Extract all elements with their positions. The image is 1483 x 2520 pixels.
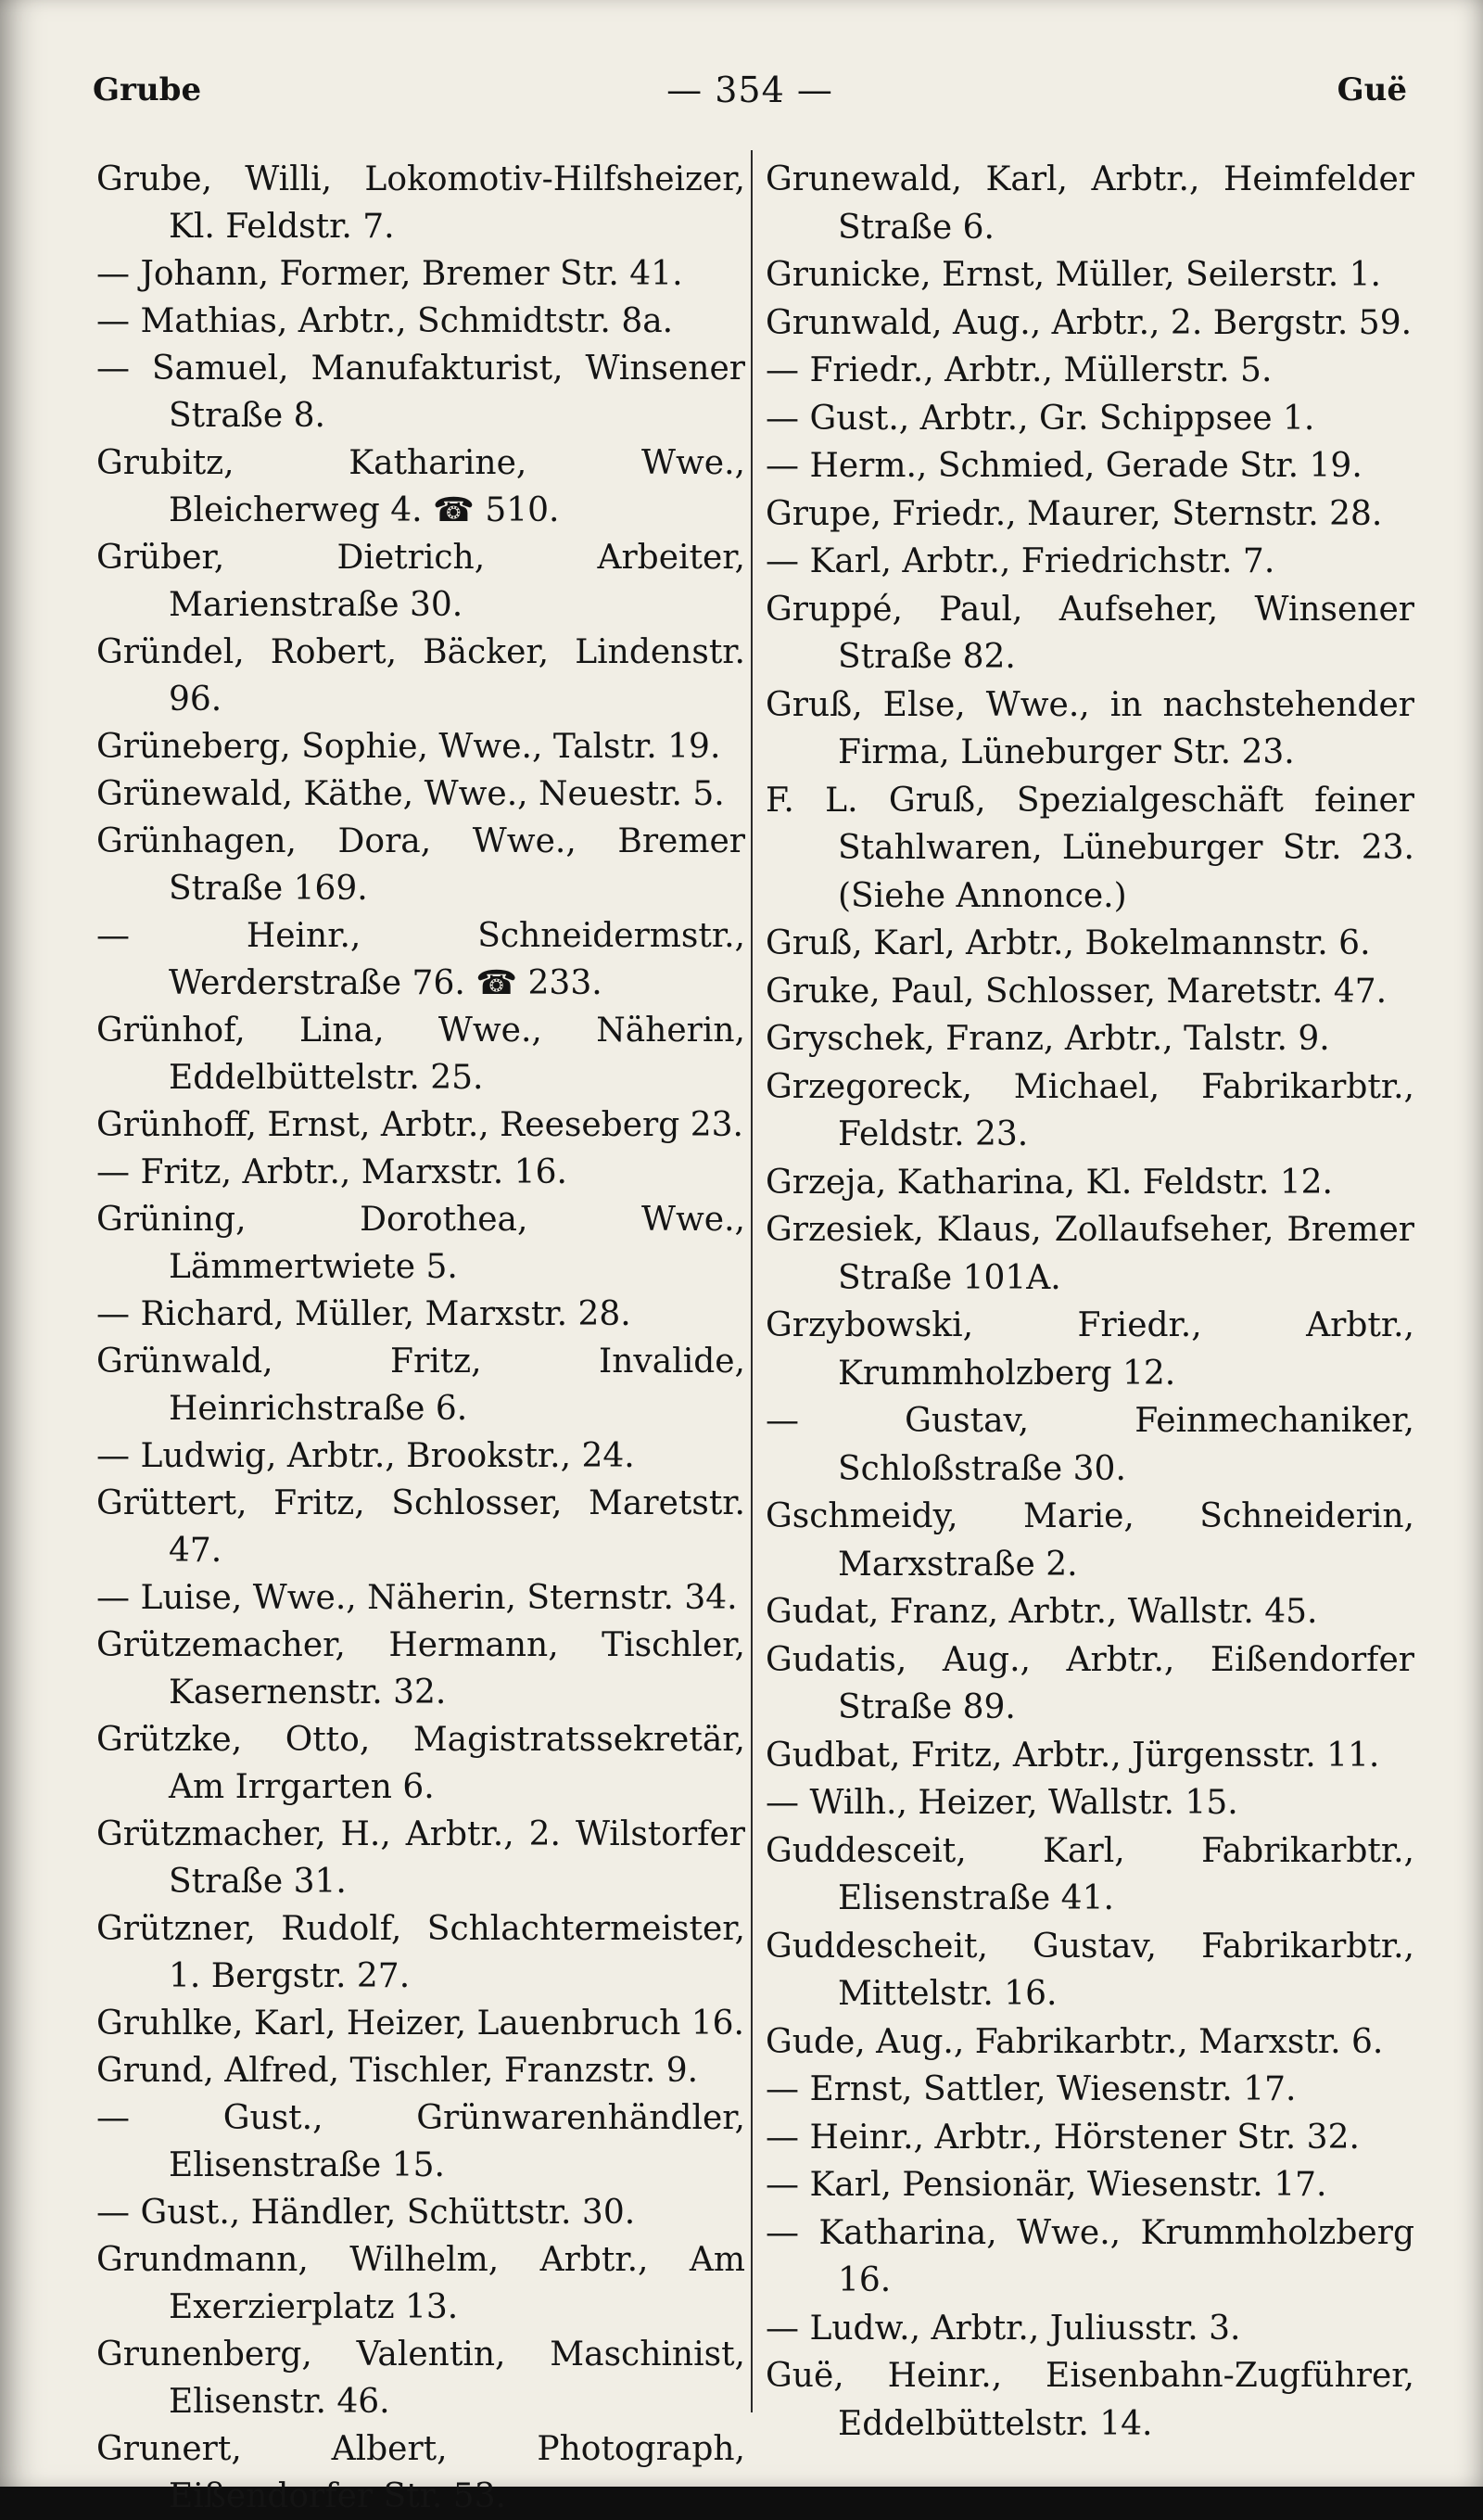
directory-entry: — Karl, Arbtr., Friedrichstr. 7.	[766, 542, 1275, 580]
directory-entry: Grundmann, Wilhelm, Arbtr., Am Exerzierplatz 13.	[96, 2241, 745, 2326]
directory-entry: Grünhoff, Ernst, Arbtr., Reeseberg 23.	[96, 1106, 743, 1144]
directory-entry: Gudatis, Aug., Arbtr., Eißendorfer Straße 89.	[766, 1640, 1414, 1726]
directory-entry: — Ernst, Sattler, Wiesenstr. 17.	[766, 2070, 1297, 2108]
directory-entry: Grzesiek, Klaus, Zollaufseher, Bremer Straße 101A.	[766, 1211, 1414, 1297]
directory-entry: Gruke, Paul, Schlosser, Maretstr. 47.	[766, 972, 1388, 1011]
directory-entry: Grube, Willi, Lokomotiv-Hilfsheizer, Kl. Feldstr. 7.	[96, 160, 745, 246]
directory-entry: Grützmacher, H., Arbtr., 2. Wilstorfer Straße 31.	[96, 1815, 745, 1901]
left-column	[96, 156, 745, 2515]
directory-entry: Grünwald, Fritz, Invalide, Heinrichstraße 6.	[96, 1343, 745, 1428]
directory-entry: Grunenberg, Valentin, Maschinist, Elisenstr. 46.	[96, 2335, 745, 2421]
directory-entry: Grünhagen, Dora, Wwe., Bremer Straße 169.	[96, 822, 745, 908]
directory-entry: Grunwald, Aug., Arbtr., 2. Bergstr. 59.	[766, 303, 1413, 342]
directory-entry: — Ludwig, Arbtr., Brookstr., 24.	[96, 1437, 635, 1475]
directory-entry: Gruhlke, Karl, Heizer, Lauenbruch 16.	[96, 2005, 744, 2043]
directory-entry: Gschmeidy, Marie, Schneiderin, Marxstraße 2.	[766, 1497, 1414, 1584]
directory-entry: — Mathias, Arbtr., Schmidtstr. 8a.	[96, 302, 674, 340]
directory-entry: Grüttert, Fritz, Schlosser, Maretstr. 47.	[96, 1484, 745, 1570]
directory-entry: Grunicke, Ernst, Müller, Seilerstr. 1.	[766, 256, 1381, 294]
directory-entry: Gryschek, Franz, Arbtr., Talstr. 9.	[766, 1020, 1330, 1058]
directory-entry: Grzybowski, Friedr., Arbtr., Krummholzberg 12.	[766, 1306, 1414, 1393]
directory-entry: Grünewald, Käthe, Wwe., Neuestr. 5.	[96, 775, 725, 813]
directory-entry: Grüber, Dietrich, Arbeiter, Marienstraße 30.	[96, 539, 745, 624]
directory-entry: Grund, Alfred, Tischler, Franzstr. 9.	[96, 2052, 699, 2090]
directory-entry: Gruß, Else, Wwe., in nachstehender Firma, Lüneburger Str. 23.	[766, 685, 1414, 771]
directory-entry: Grützke, Otto, Magistratssekretär, Am Irrgarten 6.	[96, 1721, 745, 1806]
directory-entry: Grupe, Friedr., Maurer, Sternstr. 28.	[766, 494, 1383, 533]
directory-entry: Grützner, Rudolf, Schlachtermeister, 1. Bergstr. 27.	[96, 1910, 745, 1995]
directory-entry: Gruß, Karl, Arbtr., Bokelmannstr. 6.	[766, 924, 1371, 962]
page-number: — 354 —	[666, 70, 833, 110]
directory-entry: — Heinr., Arbtr., Hörstener Str. 32.	[766, 2118, 1360, 2157]
directory-entry: Grunewald, Karl, Arbtr., Heimfelder Straße 6.	[766, 160, 1414, 247]
directory-entry: F. L. Gruß, Spezialgeschäft feiner Stahlwaren, Lüneburger Str. 23. (Siehe Annonce.)	[766, 781, 1414, 915]
directory-entry: — Heinr., Schneidermstr., Werderstraße 76. ☎ 233.	[96, 917, 745, 1002]
directory-entry: — Johann, Former, Bremer Str. 41.	[96, 255, 683, 293]
directory-entry: — Wilh., Heizer, Wallstr. 15.	[766, 1784, 1238, 1822]
directory-entry: Guddesceit, Karl, Fabrikarbtr., Elisenstraße 41.	[766, 1831, 1414, 1917]
column-divider	[751, 150, 753, 2412]
directory-entry: — Gustav, Feinmechaniker, Schloßstraße 30.	[766, 1402, 1414, 1488]
directory-entry: — Friedr., Arbtr., Müllerstr. 5.	[766, 351, 1273, 389]
directory-entry: — Ludw., Arbtr., Juliusstr. 3.	[766, 2309, 1241, 2348]
directory-entry: Guë, Heinr., Eisenbahn-Zugführer, Eddelbüttelstr. 14.	[766, 2357, 1414, 2443]
directory-entry: — Herm., Schmied, Gerade Str. 19.	[766, 447, 1363, 485]
header-right-catchword: Guë	[1337, 71, 1407, 108]
directory-entry: Gudbat, Fritz, Arbtr., Jürgensstr. 11.	[766, 1736, 1380, 1775]
directory-entry: Grüning, Dorothea, Wwe., Lämmertwiete 5.	[96, 1201, 745, 1286]
directory-entry: Grzegoreck, Michael, Fabrikarbtr., Feldstr. 23.	[766, 1067, 1414, 1153]
directory-entry: — Gust., Grünwarenhändler, Elisenstraße 15.	[96, 2099, 745, 2184]
directory-entry: — Samuel, Manufakturist, Winsener Straße 8.	[96, 350, 745, 435]
directory-entry: — Fritz, Arbtr., Marxstr. 16.	[96, 1153, 567, 1191]
directory-entry: — Gust., Händler, Schüttstr. 30.	[96, 2194, 636, 2232]
directory-entry: Guddescheit, Gustav, Fabrikarbtr., Mittelstr. 16.	[766, 1927, 1414, 2013]
right-column	[766, 156, 1414, 2443]
directory-entry: — Gust., Arbtr., Gr. Schippsee 1.	[766, 399, 1315, 438]
directory-entry: — Luise, Wwe., Näherin, Sternstr. 34.	[96, 1579, 738, 1617]
directory-entry: Gruppé, Paul, Aufseher, Winsener Straße 82.	[766, 590, 1414, 676]
directory-entry: Gude, Aug., Fabrikarbtr., Marxstr. 6.	[766, 2022, 1384, 2061]
directory-entry: Grützemacher, Hermann, Tischler, Kasernenstr. 32.	[96, 1626, 745, 1712]
directory-entry: — Karl, Pensionär, Wiesenstr. 17.	[766, 2166, 1327, 2204]
directory-entry: Grünhof, Lina, Wwe., Näherin, Eddelbüttelstr. 25.	[96, 1012, 745, 1097]
running-head	[93, 57, 1407, 122]
directory-entry: Gudat, Franz, Arbtr., Wallstr. 45.	[766, 1593, 1318, 1631]
directory-entry: — Katharina, Wwe., Krummholzberg 16.	[766, 2213, 1414, 2299]
header-left-catchword: Grube	[93, 71, 202, 108]
directory-entry: Gründel, Robert, Bäcker, Lindenstr. 96.	[96, 633, 745, 719]
directory-entry: Grzeja, Katharina, Kl. Feldstr. 12.	[766, 1163, 1333, 1202]
directory-entry: Grubitz, Katharine, Wwe., Bleicherweg 4. ☎ 510.	[96, 444, 745, 529]
directory-entry: — Richard, Müller, Marxstr. 28.	[96, 1295, 631, 1333]
directory-entry: Grunert, Albert, Photograph, Eißendorfer Str. 53.	[96, 2430, 745, 2515]
directory-entry: Grüneberg, Sophie, Wwe., Talstr. 19.	[96, 728, 721, 766]
